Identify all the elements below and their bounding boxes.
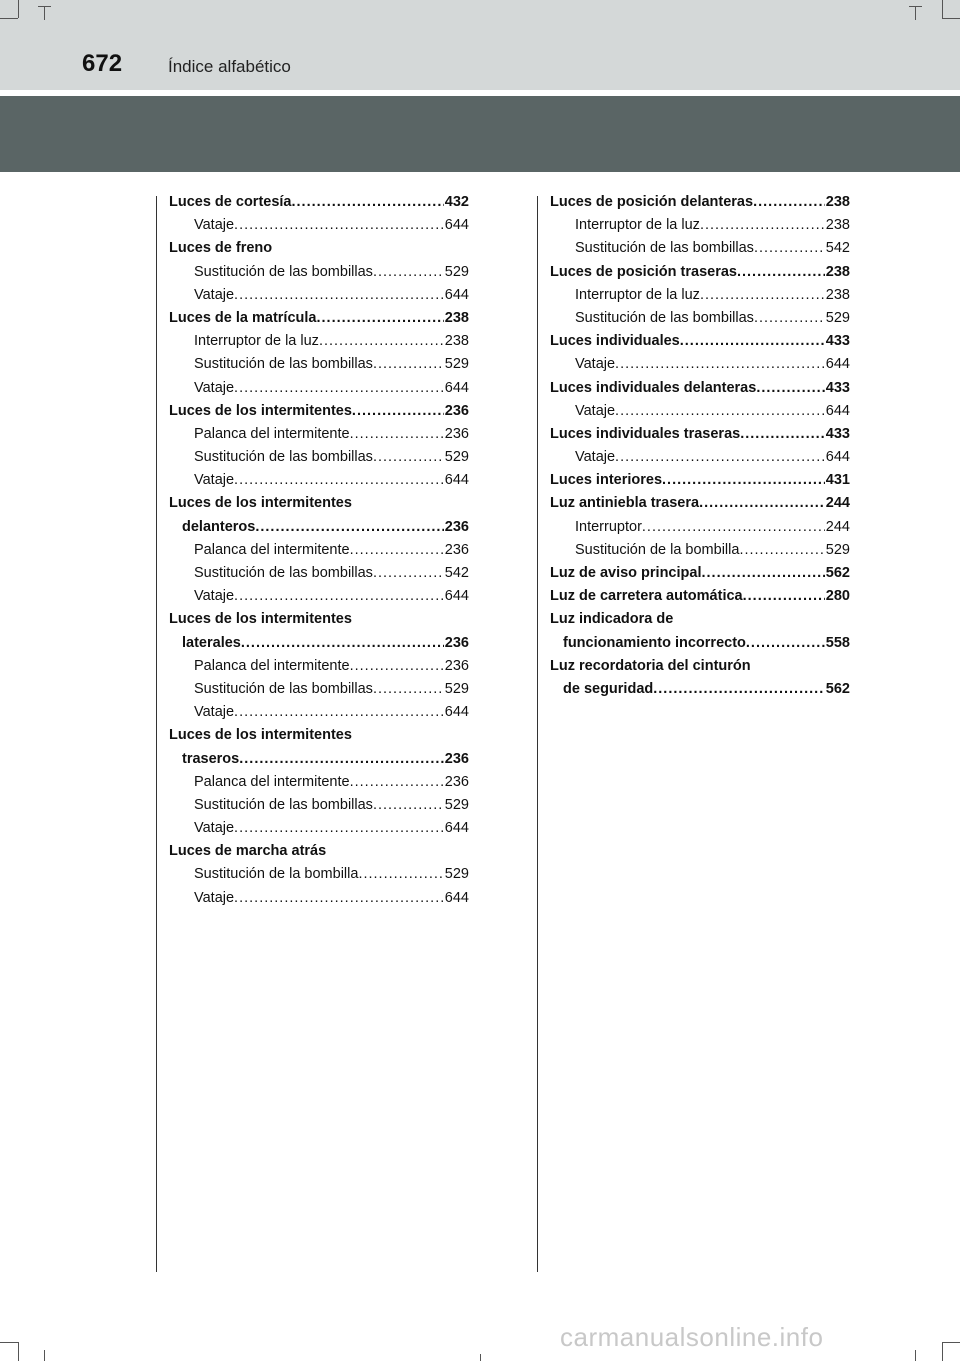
index-column-left <box>169 191 469 910</box>
entry-page-number: 244 <box>825 495 850 512</box>
index-entry <box>169 330 469 353</box>
entry-page-number: 244 <box>825 518 850 535</box>
entry-page-number: 433 <box>825 333 850 350</box>
index-entry <box>550 469 850 492</box>
dot-leader <box>234 214 444 237</box>
header-band <box>0 0 960 90</box>
entry-term: Luces de posición delanteras <box>550 194 754 210</box>
crop-mark <box>915 6 916 20</box>
index-entry <box>550 284 850 307</box>
entry-term: Luz de carretera automática <box>550 588 743 605</box>
index-entry <box>550 539 850 562</box>
entry-term: Interruptor de la luz <box>575 217 700 234</box>
entry-page-number: 644 <box>444 472 469 489</box>
entry-page-number: 238 <box>825 194 850 210</box>
index-entry <box>550 562 850 585</box>
middle-column-rule <box>537 196 538 1272</box>
dot-leader <box>350 771 444 794</box>
entry-term: Sustitución de las bombillas <box>575 309 754 326</box>
dot-leader <box>754 237 825 260</box>
dot-leader <box>373 794 444 817</box>
entry-page-number: 236 <box>444 541 469 558</box>
dot-leader <box>653 678 825 701</box>
entry-term: Sustitución de las bombillas <box>575 240 754 257</box>
dark-banner <box>0 96 960 172</box>
entry-term: Luces de marcha atrás <box>169 843 327 860</box>
entry-term: delanteros <box>182 518 256 535</box>
entry-term: Vataje <box>194 889 235 906</box>
index-entry <box>169 353 469 376</box>
index-entry <box>169 539 469 562</box>
entry-page-number: 558 <box>825 634 850 651</box>
dot-leader <box>680 330 825 353</box>
entry-page-number: 644 <box>444 704 469 721</box>
entry-term: Luces de cortesía <box>169 194 292 210</box>
entry-term: Luces de freno <box>169 240 273 257</box>
crop-mark <box>0 1342 18 1343</box>
entry-page-number: 644 <box>825 402 850 419</box>
entry-page-number: 542 <box>444 565 469 581</box>
dot-leader <box>373 353 444 376</box>
entry-page-number: 644 <box>444 217 469 234</box>
dot-leader <box>373 678 444 701</box>
entry-page-number: 644 <box>825 356 850 373</box>
dot-leader <box>358 863 443 886</box>
index-entry <box>169 724 469 747</box>
index-entry <box>169 377 469 400</box>
entry-term: Luces individuales delanteras <box>550 379 757 396</box>
entry-page-number: 236 <box>444 518 469 535</box>
dot-leader <box>700 284 825 307</box>
entry-term: Vataje <box>194 588 235 605</box>
index-entry <box>169 655 469 678</box>
entry-term: Sustitución de las bombillas <box>194 796 373 813</box>
index-entry <box>550 446 850 469</box>
index-entry <box>169 191 469 214</box>
dot-leader <box>241 632 444 655</box>
entry-page-number: 236 <box>444 402 469 419</box>
entry-term: Luz antiniebla trasera <box>550 495 700 512</box>
entry-term: Interruptor <box>575 518 642 535</box>
entry-page-number: 432 <box>444 194 469 210</box>
index-entry <box>550 330 850 353</box>
entry-page-number: 238 <box>825 286 850 303</box>
entry-page-number: 431 <box>825 472 850 489</box>
crop-mark <box>942 0 943 18</box>
entry-page-number: 529 <box>444 263 469 280</box>
index-entry <box>550 655 850 678</box>
entry-page-number: 236 <box>444 634 469 651</box>
dot-leader <box>255 516 443 539</box>
crop-mark <box>942 18 960 19</box>
index-entry <box>550 214 850 237</box>
dot-leader <box>756 377 824 400</box>
entry-term: Luces de los intermitentes <box>169 402 352 419</box>
index-entry <box>550 237 850 260</box>
entry-term: Vataje <box>575 449 616 466</box>
dot-leader <box>615 353 825 376</box>
index-entry <box>169 585 469 608</box>
entry-page-number: 238 <box>825 217 850 234</box>
dot-leader <box>239 748 444 771</box>
entry-term: funcionamiento incorrecto <box>563 634 746 651</box>
entry-term: Interruptor de la luz <box>575 286 700 303</box>
dot-leader <box>234 701 444 724</box>
entry-term: Palanca del intermitente <box>194 657 350 674</box>
entry-page-number: 529 <box>825 541 850 558</box>
index-entry <box>169 632 469 655</box>
index-entry <box>550 307 850 330</box>
entry-term: Vataje <box>194 217 235 234</box>
index-entry <box>550 678 850 701</box>
index-entry <box>550 632 850 655</box>
crop-mark <box>18 1342 19 1361</box>
dot-leader <box>234 817 444 840</box>
index-entry <box>169 794 469 817</box>
index-entry <box>550 400 850 423</box>
crop-mark <box>38 6 51 7</box>
index-entry <box>169 840 469 863</box>
entry-term: Vataje <box>194 472 235 489</box>
entry-page-number: 644 <box>825 449 850 466</box>
entry-term: Sustitución de la bombilla <box>194 866 359 883</box>
index-entry <box>169 701 469 724</box>
entry-page-number: 529 <box>444 449 469 466</box>
crop-mark <box>44 6 45 20</box>
dot-leader <box>699 492 825 515</box>
entry-term: Luces de los intermitentes <box>169 611 352 628</box>
dot-leader <box>234 469 444 492</box>
index-entry <box>169 771 469 794</box>
entry-page-number: 236 <box>444 657 469 674</box>
entry-term: Palanca del intermitente <box>194 773 350 790</box>
dot-leader <box>373 562 444 585</box>
index-entry <box>169 261 469 284</box>
index-entry <box>169 400 469 423</box>
dot-leader <box>739 539 824 562</box>
entry-page-number: 529 <box>444 866 469 883</box>
dot-leader <box>350 539 444 562</box>
entry-page-number: 529 <box>825 309 850 326</box>
dot-leader <box>350 423 444 446</box>
entry-term: Luz de aviso principal <box>550 565 702 581</box>
entry-page-number: 280 <box>825 588 850 605</box>
index-entry <box>169 237 469 260</box>
index-entry <box>550 353 850 376</box>
dot-leader <box>234 585 444 608</box>
entry-term: de seguridad <box>563 680 654 697</box>
entry-term: Luces individuales <box>550 333 680 350</box>
watermark: carmanualsonline.info <box>560 1322 824 1352</box>
entry-term: Luces de los intermitentes <box>169 495 352 512</box>
dot-leader <box>373 446 444 469</box>
entry-term: Luces de posición traseras <box>550 263 737 280</box>
index-entry <box>550 608 850 631</box>
index-entry <box>169 423 469 446</box>
crop-mark <box>942 1342 960 1343</box>
entry-term: Vataje <box>575 402 616 419</box>
crop-mark <box>942 1342 943 1361</box>
entry-page-number: 238 <box>444 333 469 350</box>
index-entry <box>550 261 850 284</box>
entry-term: Luz recordatoria del cinturón <box>550 657 751 674</box>
dot-leader <box>373 261 444 284</box>
entry-term: Sustitución de las bombillas <box>194 356 373 373</box>
crop-mark <box>0 18 18 19</box>
dot-leader <box>753 191 825 214</box>
crop-mark <box>915 1350 916 1361</box>
dot-leader <box>319 330 444 353</box>
entry-page-number: 238 <box>825 263 850 280</box>
index-entry <box>550 492 850 515</box>
entry-term: Vataje <box>194 820 235 837</box>
entry-page-number: 529 <box>444 680 469 697</box>
entry-term: Luz indicadora de <box>550 611 674 628</box>
entry-page-number: 236 <box>444 773 469 790</box>
dot-leader <box>700 214 825 237</box>
entry-term: Sustitución de las bombillas <box>194 680 373 697</box>
index-entry <box>169 492 469 515</box>
index-entry <box>169 562 469 585</box>
dot-leader <box>234 284 444 307</box>
dot-leader <box>292 191 444 214</box>
entry-page-number: 236 <box>444 425 469 442</box>
crop-mark <box>480 1354 481 1361</box>
dot-leader <box>740 423 825 446</box>
entry-term: Vataje <box>194 704 235 721</box>
dot-leader <box>642 516 825 539</box>
page-number: 672 <box>82 50 123 77</box>
dot-leader <box>754 307 825 330</box>
dot-leader <box>615 400 825 423</box>
entry-page-number: 433 <box>825 379 850 396</box>
crop-mark <box>18 0 19 18</box>
entry-term: Sustitución de las bombillas <box>194 263 373 280</box>
entry-term: Luces de los intermitentes <box>169 727 352 744</box>
dot-leader <box>234 887 444 910</box>
entry-term: Palanca del intermitente <box>194 425 350 442</box>
entry-term: Vataje <box>194 286 235 303</box>
index-entry <box>169 863 469 886</box>
entry-page-number: 644 <box>444 820 469 837</box>
index-entry <box>169 817 469 840</box>
entry-page-number: 542 <box>825 240 850 257</box>
dot-leader <box>615 446 825 469</box>
entry-term: Sustitución de las bombillas <box>194 565 373 581</box>
entry-term: Vataje <box>194 379 235 396</box>
index-entry <box>550 191 850 214</box>
index-entry <box>550 585 850 608</box>
entry-term: Sustitución de la bombilla <box>575 541 740 558</box>
index-entry <box>169 446 469 469</box>
index-entry <box>169 284 469 307</box>
index-entry <box>550 516 850 539</box>
dot-leader <box>234 377 444 400</box>
entry-page-number: 644 <box>444 889 469 906</box>
index-entry <box>169 608 469 631</box>
entry-term: Luces de la matrícula <box>169 309 317 326</box>
entry-term: Interruptor de la luz <box>194 333 319 350</box>
entry-term: Palanca del intermitente <box>194 541 350 558</box>
index-entry <box>169 748 469 771</box>
left-column-rule <box>156 196 157 1272</box>
entry-page-number: 644 <box>444 588 469 605</box>
dot-leader <box>701 562 824 585</box>
entry-term: Luces individuales traseras <box>550 425 741 442</box>
dot-leader <box>743 585 825 608</box>
index-entry <box>550 377 850 400</box>
crop-mark <box>909 6 922 7</box>
entry-term: Luces interiores <box>550 472 663 489</box>
section-title: Índice alfabético <box>168 57 291 76</box>
entry-page-number: 562 <box>825 680 850 697</box>
entry-page-number: 644 <box>444 379 469 396</box>
entry-page-number: 433 <box>825 425 850 442</box>
dot-leader <box>746 632 825 655</box>
entry-page-number: 562 <box>825 565 850 581</box>
dot-leader <box>350 655 444 678</box>
index-entry <box>169 214 469 237</box>
index-column-right <box>550 191 850 701</box>
dot-leader <box>352 400 444 423</box>
dot-leader <box>316 307 443 330</box>
entry-term: laterales <box>182 634 241 651</box>
index-entry <box>169 307 469 330</box>
entry-term: traseros <box>182 750 240 767</box>
entry-page-number: 529 <box>444 356 469 373</box>
dot-leader <box>662 469 825 492</box>
index-entry <box>169 887 469 910</box>
entry-page-number: 529 <box>444 796 469 813</box>
index-entry <box>550 423 850 446</box>
index-entry <box>169 678 469 701</box>
entry-term: Vataje <box>575 356 616 373</box>
index-entry <box>169 516 469 539</box>
entry-page-number: 238 <box>444 309 469 326</box>
entry-term: Sustitución de las bombillas <box>194 449 373 466</box>
crop-mark <box>44 1350 45 1361</box>
index-entry <box>169 469 469 492</box>
dot-leader <box>737 261 825 284</box>
entry-page-number: 644 <box>444 286 469 303</box>
entry-page-number: 236 <box>444 750 469 767</box>
